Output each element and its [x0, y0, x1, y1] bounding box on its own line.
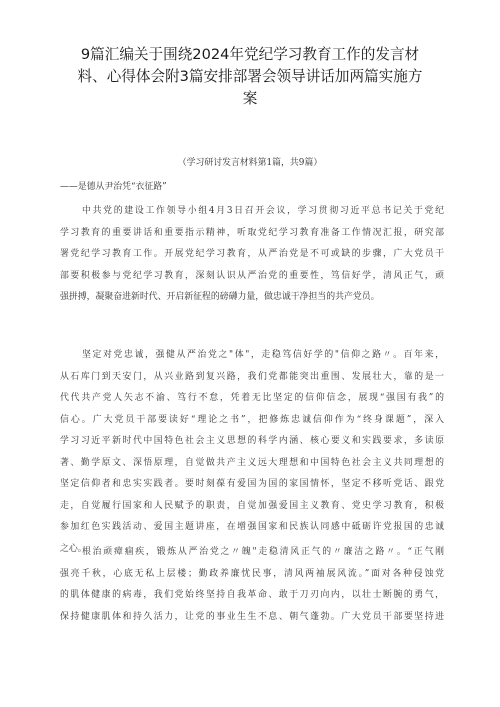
paragraph-1: [60, 201, 444, 309]
text-line: 代代共产党人矢志不渝、笃行不怠，凭着无比坚定的信仰信念，展现“强国有我”的: [60, 393, 444, 403]
text-line: 署党纪学习教育工作。开展党纪学习教育，从严治党是不可或缺的步骤，广大党员干: [60, 249, 444, 259]
text-line: 中共党的建设工作领导小组4月3日召开会议，学习贯彻习近平总书记关于党纪: [82, 206, 444, 216]
paragraph-2: [60, 345, 444, 560]
text-line: 著、勤学原文、深悟原理，自觉做共产主义远大理想和中国特色社会主义共同理想的: [60, 457, 444, 468]
text-line: 保持健康肌体和持久活力，让党的事业生生不息、朝气蓬勃。广大党员干部要坚持进: [60, 611, 444, 622]
text-line: 学习教育的重要讲话和重要指示精神，听取党纪学习教育准备工作情况汇报，研究部: [60, 227, 444, 238]
text-line: 强拼搏，凝聚奋进新时代、开启新征程的磅礴力量，做忠诚干净担当的共产党员。: [60, 292, 380, 302]
document-title: [52, 44, 448, 110]
paragraph-3: [60, 542, 444, 628]
text-line: 走，自觉履行国家和人民赋予的职责，自觉加强爱国主义教育、党史学习教育，积极: [60, 500, 444, 511]
text-line: 参加红色实践活动、爱国主题讲座，在增强国家和民族认同感中砥砺许党报国的忠诚: [60, 522, 444, 532]
text-line: 之心。: [60, 543, 87, 554]
title-line: 料、心得体会附3篇安排部署会领导讲话加两篇实施方: [77, 68, 423, 85]
section-heading: ——是德从尹治凭“衣征路”: [60, 182, 167, 192]
text-line: 信心。广大党员干部要读好“理论之书”，把修炼忠诚信仰作为“终身课题”，深入: [60, 414, 444, 425]
text-line: 根治顽瘴痼疾，锻炼从严治党之〃魄"走稳清风正气的〃廉洁之路〃。“正气刚: [82, 547, 444, 557]
document-subtitle: （学习研讨发言材料第1篇，共9篇）: [177, 158, 323, 168]
text-line: 坚定信仰者和忠实实践者。要时刻葆有爱国为国的家国情怀，坚定不移听党话、跟党: [60, 479, 444, 489]
text-line: 学习习近平新时代中国特色社会主义思想的科学内涵、核心要义和实践要求，多读原: [60, 436, 444, 446]
text-line: 坚定对党忠诚，强健从严治党之"体"，走稳笃信好学的"信仰之路〃。百年来，: [82, 350, 444, 360]
title-line: 案: [242, 90, 258, 107]
text-line: 的肌体健康的病毒，我们党始终坚持自我革命、敢于刀刃向内，以壮士断腕的勇气，: [60, 590, 444, 600]
text-line: 强亮千秋，心底无私上层楼；勤政养廉忧民事，清风两袖展风流。”面对各种侵蚀党: [60, 568, 444, 579]
text-line: 部要积极参与党纪学习教育，深刻认识从严治党的重要性，笃信好学，清风正气，顽: [60, 270, 444, 281]
text-line: 从石库门到天安门，从兴业路到复兴路，我们党都能突出重围、发展壮大，靠的是一: [60, 371, 444, 382]
title-line: 9篇汇编关于围绕2024年党纪学习教育工作的发言材: [80, 46, 420, 63]
